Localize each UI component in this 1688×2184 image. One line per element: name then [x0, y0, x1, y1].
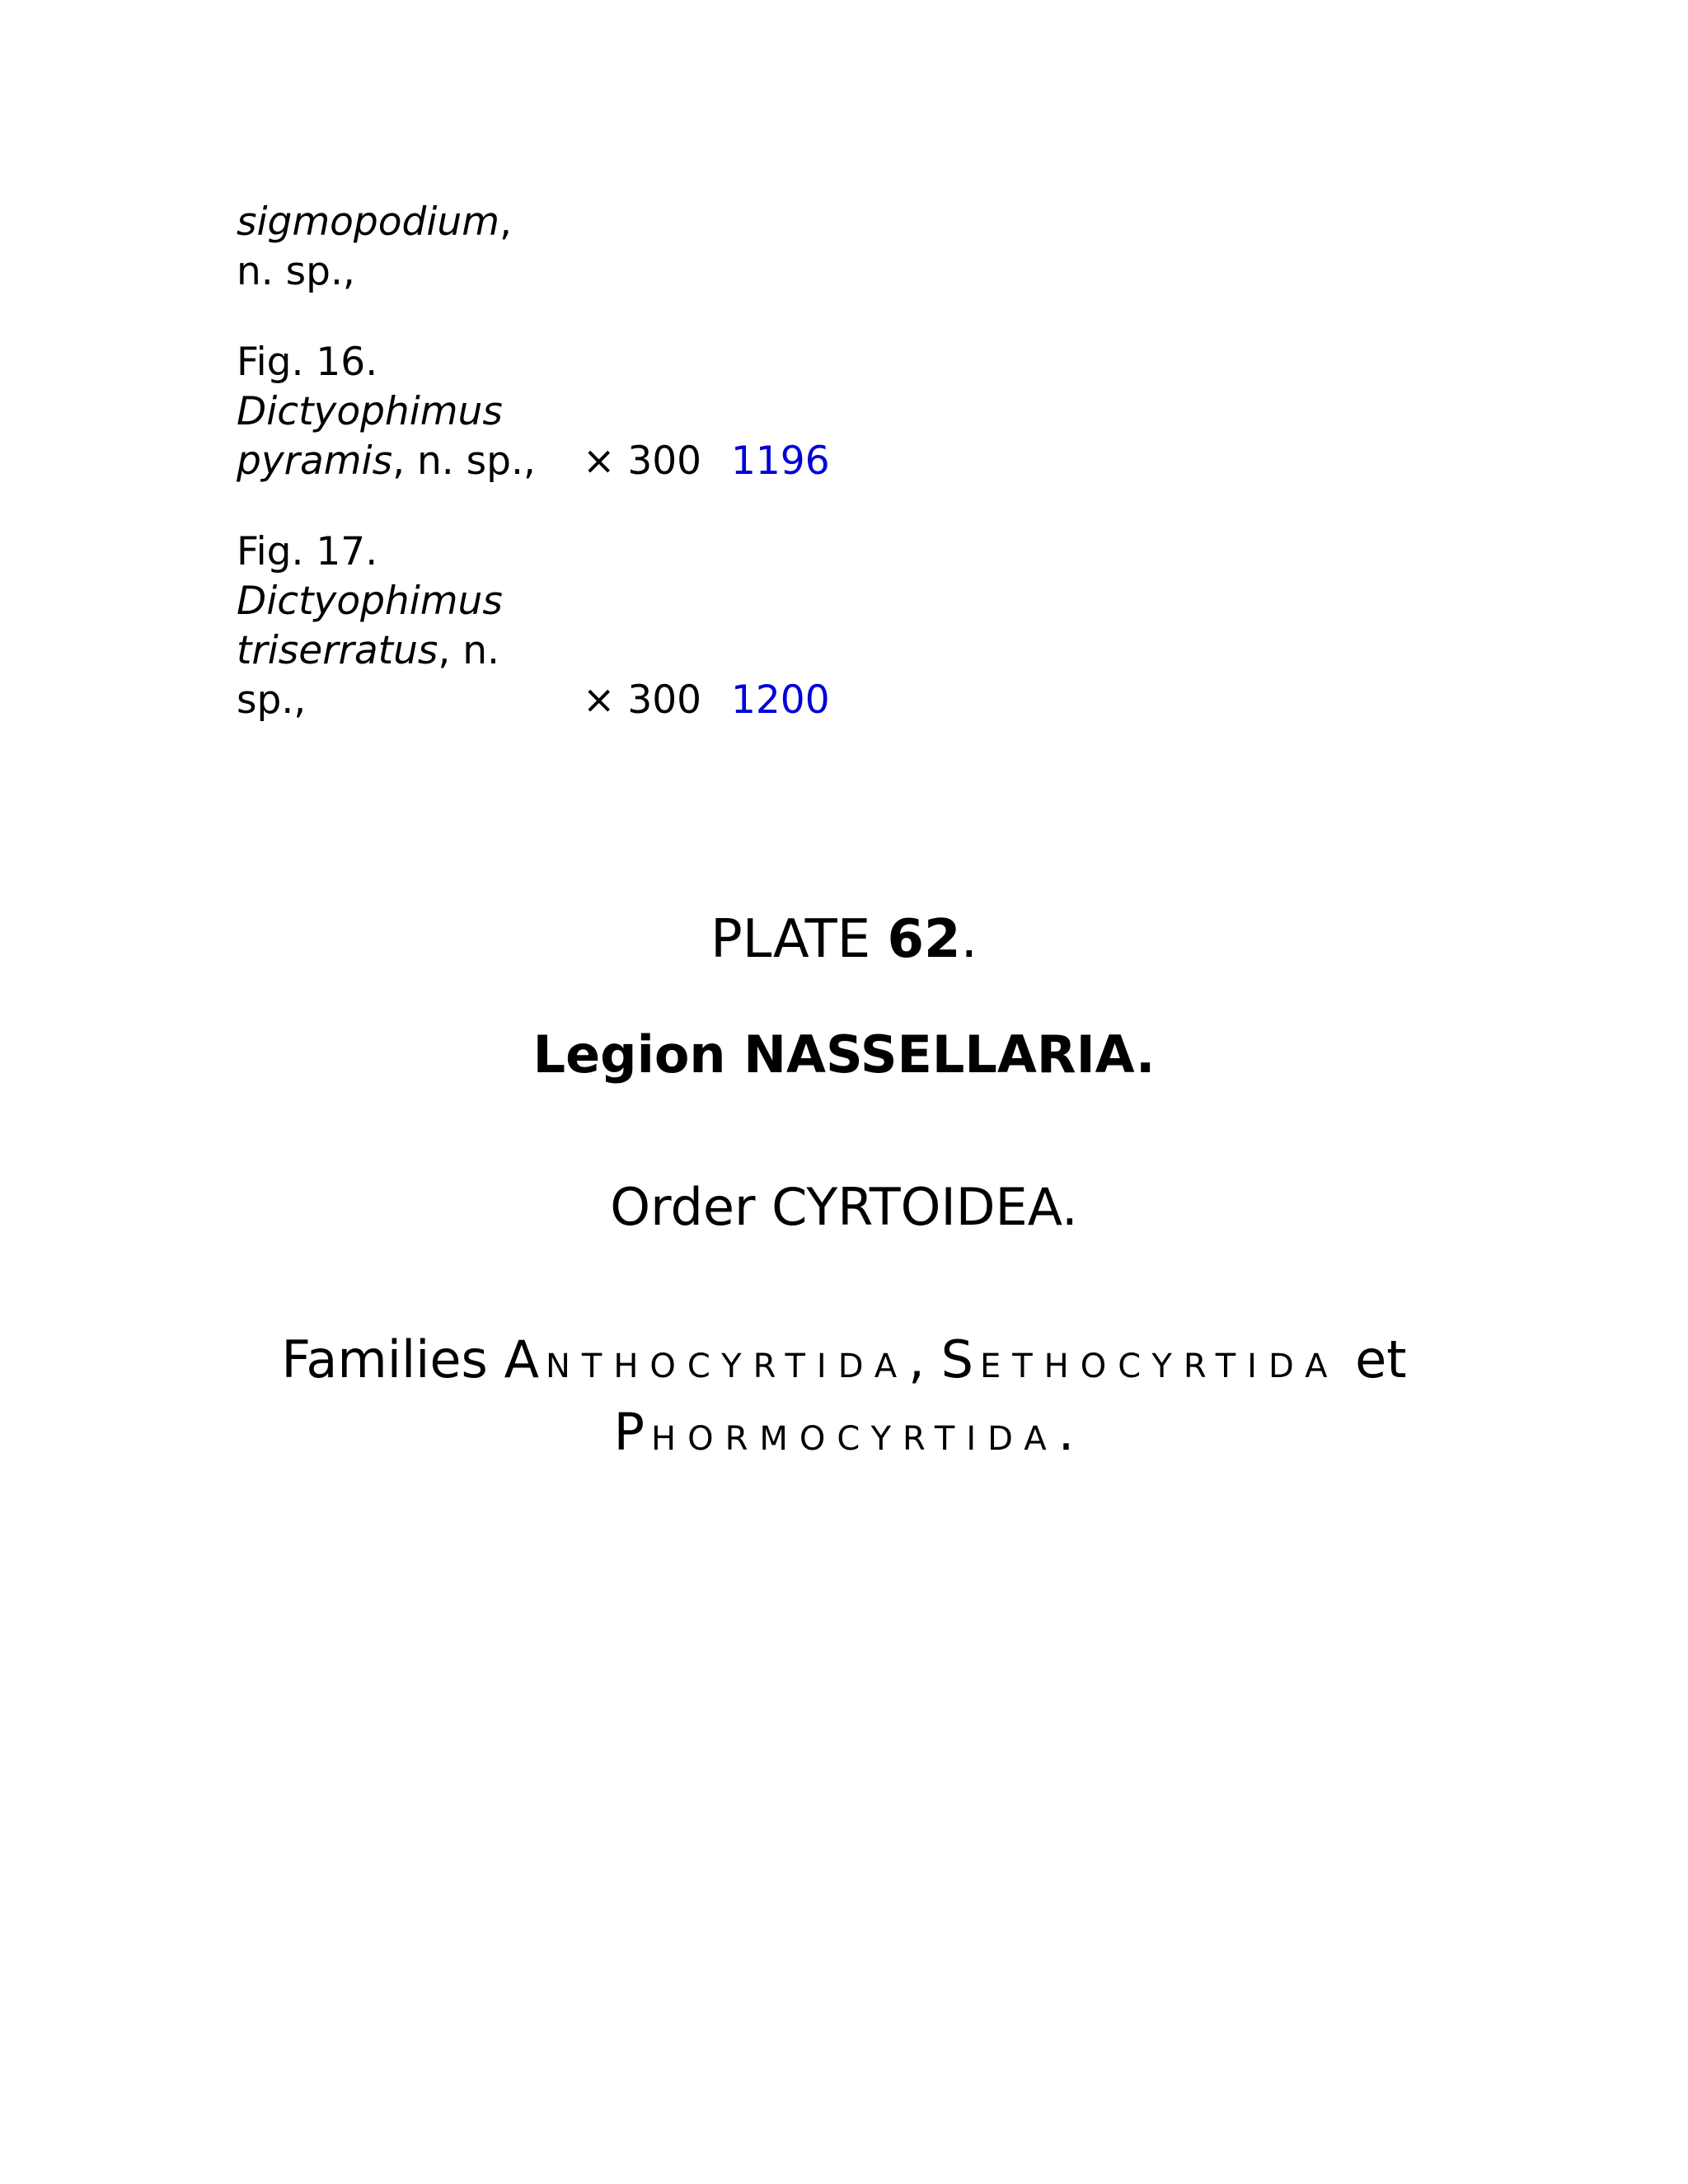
families-end: . [1057, 1402, 1075, 1462]
plate-label: PLATE [710, 909, 888, 970]
magnification: × 300 [583, 438, 702, 484]
family-phormocyrtida: HORMOCYRTIDA [651, 1420, 1058, 1458]
entry-description [237, 527, 583, 725]
figure-entry-fig-16 [237, 338, 978, 486]
entry-row [237, 527, 978, 725]
entry-description [237, 198, 583, 297]
entry-row [237, 338, 978, 486]
figure-number [237, 338, 583, 387]
entry-line [237, 387, 583, 437]
line-text: n. sp., [237, 249, 355, 294]
family-phormocyrtida-initial: P [613, 1402, 652, 1462]
page-link-1196[interactable]: 1196 [731, 438, 830, 484]
order-heading: Order CYRTOIDEA. [610, 1177, 1078, 1237]
line-text: Fig. 17. [237, 529, 378, 574]
figure-entry-continuation [237, 198, 978, 297]
line-text: sp., [237, 677, 307, 723]
family-sethocyrtida-initial: S [940, 1329, 980, 1390]
plate-suffix: . [960, 909, 978, 970]
species-name: sigmopodium [237, 199, 499, 245]
figure-entries [237, 198, 978, 766]
entry-line [237, 247, 583, 297]
line-text: Fig. 16. [237, 340, 378, 385]
plate-title [0, 907, 1688, 972]
magnification: × 300 [583, 677, 702, 723]
genus-name: Dictyophimus [237, 579, 503, 624]
legion-heading: Legion NASSELLARIA. [532, 1024, 1156, 1085]
page-link-1200[interactable]: 1200 [731, 677, 830, 723]
family-sethocyrtida: ETHOCYRTIDA [979, 1347, 1339, 1385]
entry-row [237, 198, 978, 297]
species-name: triserratus [237, 628, 438, 673]
figure-number [237, 527, 583, 577]
genus-name: Dictyophimus [237, 389, 503, 434]
families-heading [0, 1327, 1688, 1472]
entry-line [237, 676, 583, 725]
entry-line [237, 437, 583, 486]
families-separator: , [908, 1329, 941, 1390]
entry-description [237, 338, 583, 486]
line-text: , [499, 199, 512, 245]
family-anthocyrtida: NTHOCYRTIDA [546, 1347, 909, 1385]
entry-line [237, 626, 583, 676]
species-name: pyramis [237, 438, 393, 484]
line-text: , n. sp., [392, 438, 536, 484]
entry-line [237, 577, 583, 626]
line-text: , n. [438, 628, 499, 673]
plate-number: 62 [887, 909, 961, 970]
families-prefix: Families [281, 1329, 504, 1390]
family-anthocyrtida-initial: A [504, 1329, 546, 1390]
families-conjunction: et [1339, 1329, 1407, 1390]
entry-line [237, 198, 583, 247]
figure-entry-fig-17 [237, 527, 978, 725]
